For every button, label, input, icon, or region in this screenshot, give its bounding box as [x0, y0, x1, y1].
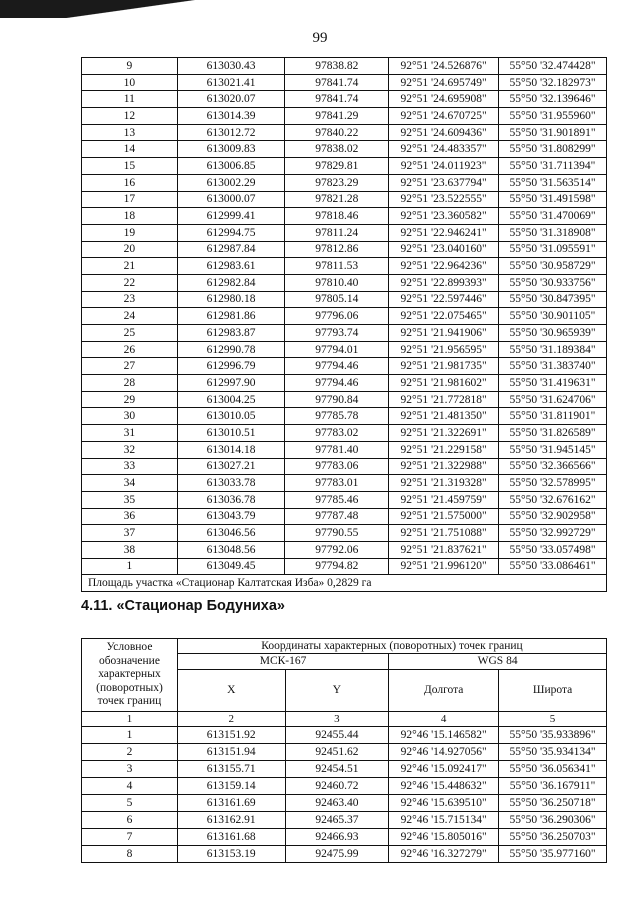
table-cell: 97838.02	[285, 141, 389, 158]
table-cell: 92°51 '23.360582"	[389, 208, 499, 225]
table-cell: 612981.86	[177, 308, 285, 325]
table-cell: 612987.84	[177, 241, 285, 258]
table-cell: 13	[82, 124, 178, 141]
section-heading: 4.11. «Стационар Бодуниха»	[81, 598, 285, 614]
table-cell: 612996.79	[177, 358, 285, 375]
area-note: Площадь участка «Стационар Калтатская Изба» 0,2829 га	[82, 575, 607, 592]
table-cell: 97811.53	[285, 258, 389, 275]
table-cell: 55°50 '32.578995"	[499, 475, 607, 492]
table-cell: 55°50 '30.847395"	[499, 291, 607, 308]
table-row	[82, 74, 607, 91]
table-cell: 55°50 '31.624706"	[499, 391, 607, 408]
table-cell: 34	[82, 475, 178, 492]
table-row	[82, 341, 607, 358]
table-cell: 97821.28	[285, 191, 389, 208]
table-row	[82, 141, 607, 158]
table-cell: 613049.45	[177, 558, 285, 575]
table-cell: 55°50 '31.945145"	[499, 441, 607, 458]
table-cell: 55°50 '35.933896"	[499, 726, 607, 743]
table-cell: 92°46 '15.715134"	[389, 811, 499, 828]
table-cell: 11	[82, 91, 178, 108]
table-cell: 92°51 '21.772818"	[389, 391, 499, 408]
table-cell: 55°50 '32.992729"	[499, 525, 607, 542]
table-cell: 22	[82, 274, 178, 291]
table-cell: 55°50 '36.290306"	[499, 811, 607, 828]
table-cell: 55°50 '31.095591"	[499, 241, 607, 258]
table-cell: 97811.24	[285, 224, 389, 241]
table-cell: 92°46 '16.327279"	[389, 845, 499, 862]
table-cell: 613014.18	[177, 441, 285, 458]
table-cell: 612999.41	[177, 208, 285, 225]
table-cell: 612980.18	[177, 291, 285, 308]
table-cell: 613020.07	[177, 91, 285, 108]
table-cell: 613004.25	[177, 391, 285, 408]
table-cell: 613021.41	[177, 74, 285, 91]
table-cell: 613009.83	[177, 141, 285, 158]
table-cell: 613006.85	[177, 158, 285, 175]
table-cell: 97823.29	[285, 174, 389, 191]
table-cell: 612990.78	[177, 341, 285, 358]
table-cell: 19	[82, 224, 178, 241]
coordinates-table-body	[82, 726, 607, 862]
table-cell: 97805.14	[285, 291, 389, 308]
table-row	[82, 208, 607, 225]
table-cell: 35	[82, 491, 178, 508]
table-row	[82, 58, 607, 75]
table-cell: 97781.40	[285, 441, 389, 458]
index-cell: 1	[82, 711, 178, 726]
table-cell: 612994.75	[177, 224, 285, 241]
table-cell: 55°50 '36.250703"	[499, 828, 607, 845]
table-row	[82, 458, 607, 475]
table-cell: 92°46 '15.092417"	[389, 760, 499, 777]
table-cell: 55°50 '35.934134"	[499, 743, 607, 760]
table-cell: 55°50 '33.057498"	[499, 541, 607, 558]
longitude-column-header: Долгота	[389, 669, 499, 711]
table-cell: 97812.86	[285, 241, 389, 258]
point-label-header: Условное обозначение характерных (поворотных) точек границ	[82, 639, 178, 712]
table-cell: 55°50 '32.139646"	[499, 91, 607, 108]
table-cell: 55°50 '32.182973"	[499, 74, 607, 91]
table-cell: 55°50 '31.318908"	[499, 224, 607, 241]
table-cell: 613027.21	[177, 458, 285, 475]
table-cell: 613000.07	[177, 191, 285, 208]
table-row	[82, 241, 607, 258]
table-cell: 97787.48	[285, 508, 389, 525]
table-cell: 25	[82, 325, 178, 342]
table-cell: 97783.06	[285, 458, 389, 475]
table-cell: 613002.29	[177, 174, 285, 191]
table-cell: 92°51 '24.483357"	[389, 141, 499, 158]
table-cell: 92°51 '21.322988"	[389, 458, 499, 475]
table-cell: 32	[82, 441, 178, 458]
table-cell: 55°50 '31.711394"	[499, 158, 607, 175]
table-cell: 27	[82, 358, 178, 375]
table-cell: 92°51 '23.522555"	[389, 191, 499, 208]
table-row	[82, 358, 607, 375]
table-cell: 55°50 '35.977160"	[499, 845, 607, 862]
table-cell: 97785.78	[285, 408, 389, 425]
table-cell: 613010.51	[177, 425, 285, 442]
table-cell: 33	[82, 458, 178, 475]
table-cell: 55°50 '31.808299"	[499, 141, 607, 158]
table-cell: 612983.61	[177, 258, 285, 275]
table-cell: 55°50 '33.086461"	[499, 558, 607, 575]
table-row	[82, 308, 607, 325]
table-cell: 613030.43	[177, 58, 285, 75]
index-cell: 3	[285, 711, 389, 726]
index-cell: 4	[389, 711, 499, 726]
table-cell: 92°51 '21.956595"	[389, 341, 499, 358]
coordinates-group-header: Координаты характерных (поворотных) точек границ	[177, 639, 606, 654]
index-cell: 2	[177, 711, 285, 726]
table-cell: 613010.05	[177, 408, 285, 425]
scan-corner-mark	[0, 0, 300, 18]
table-cell: 3	[82, 760, 178, 777]
table-cell: 8	[82, 845, 178, 862]
table-cell: 55°50 '36.056341"	[499, 760, 607, 777]
table-cell: 55°50 '36.167911"	[499, 777, 607, 794]
table-cell: 97785.46	[285, 491, 389, 508]
table-cell: 92°51 '22.946241"	[389, 224, 499, 241]
table-cell: 29	[82, 391, 178, 408]
table-cell: 55°50 '32.366566"	[499, 458, 607, 475]
table-row	[82, 558, 607, 575]
table-cell: 38	[82, 541, 178, 558]
table-cell: 92°46 '15.448632"	[389, 777, 499, 794]
table-row	[82, 258, 607, 275]
table-cell: 23	[82, 291, 178, 308]
table-cell: 55°50 '31.189384"	[499, 341, 607, 358]
table-cell: 613048.56	[177, 541, 285, 558]
table-cell: 92°51 '21.319328"	[389, 475, 499, 492]
table-row	[82, 777, 607, 794]
table-cell: 55°50 '31.955960"	[499, 108, 607, 125]
table-row	[82, 124, 607, 141]
table-row	[82, 158, 607, 175]
table-cell: 613043.79	[177, 508, 285, 525]
table-cell: 97841.29	[285, 108, 389, 125]
table-cell: 7	[82, 828, 178, 845]
table-cell: 92°51 '24.695749"	[389, 74, 499, 91]
table-cell: 1	[82, 558, 178, 575]
coordinates-table-boduniha	[81, 638, 607, 863]
table-cell: 92°51 '21.996120"	[389, 558, 499, 575]
page-number: 99	[312, 30, 328, 46]
table-cell: 92475.99	[285, 845, 389, 862]
table-row	[82, 375, 607, 392]
table-row	[82, 224, 607, 241]
table-cell: 55°50 '31.811901"	[499, 408, 607, 425]
table-row	[82, 743, 607, 760]
table-cell: 97794.01	[285, 341, 389, 358]
table-cell: 92°51 '22.964236"	[389, 258, 499, 275]
table-cell: 55°50 '32.676162"	[499, 491, 607, 508]
table-cell: 92466.93	[285, 828, 389, 845]
table-row	[82, 845, 607, 862]
table-cell: 613036.78	[177, 491, 285, 508]
latitude-column-header: Широта	[499, 669, 607, 711]
table-row	[82, 811, 607, 828]
table-cell: 613153.19	[177, 845, 285, 862]
x-column-header: X	[177, 669, 285, 711]
table-cell: 21	[82, 258, 178, 275]
table-cell: 14	[82, 141, 178, 158]
table-cell: 92°51 '24.670725"	[389, 108, 499, 125]
table-cell: 55°50 '31.419631"	[499, 375, 607, 392]
table-cell: 613159.14	[177, 777, 285, 794]
table-cell: 613046.56	[177, 525, 285, 542]
table-cell: 92°51 '21.751088"	[389, 525, 499, 542]
table-cell: 20	[82, 241, 178, 258]
table-cell: 37	[82, 525, 178, 542]
table-cell: 55°50 '30.901105"	[499, 308, 607, 325]
table-cell: 613033.78	[177, 475, 285, 492]
table-cell: 92°51 '22.075465"	[389, 308, 499, 325]
table-cell: 97810.40	[285, 274, 389, 291]
table-cell: 92°51 '21.575000"	[389, 508, 499, 525]
table-row	[82, 174, 607, 191]
table-cell: 55°50 '31.491598"	[499, 191, 607, 208]
table-row	[82, 408, 607, 425]
table-cell: 613161.69	[177, 794, 285, 811]
table-cell: 97794.46	[285, 358, 389, 375]
table-cell: 92°51 '22.597446"	[389, 291, 499, 308]
table-row	[82, 760, 607, 777]
table-cell: 92460.72	[285, 777, 389, 794]
table-cell: 97793.74	[285, 325, 389, 342]
table-row	[82, 491, 607, 508]
table-cell: 92°51 '21.981602"	[389, 375, 499, 392]
table-cell: 97790.84	[285, 391, 389, 408]
table-cell: 97792.06	[285, 541, 389, 558]
table-cell: 55°50 '31.563514"	[499, 174, 607, 191]
table-cell: 15	[82, 158, 178, 175]
table-cell: 5	[82, 794, 178, 811]
table-cell: 6	[82, 811, 178, 828]
table-cell: 10	[82, 74, 178, 91]
table-cell: 92°51 '21.941906"	[389, 325, 499, 342]
table-cell: 55°50 '36.250718"	[499, 794, 607, 811]
table-cell: 92°46 '15.805016"	[389, 828, 499, 845]
table-cell: 55°50 '31.383740"	[499, 358, 607, 375]
table-cell: 97841.74	[285, 91, 389, 108]
table-cell: 55°50 '30.958729"	[499, 258, 607, 275]
table-row	[82, 441, 607, 458]
wgs-header: WGS 84	[389, 654, 607, 669]
table-row	[82, 525, 607, 542]
table-cell: 97783.02	[285, 425, 389, 442]
table-cell: 92°51 '21.229158"	[389, 441, 499, 458]
table-cell: 613014.39	[177, 108, 285, 125]
table-cell: 92°51 '22.899393"	[389, 274, 499, 291]
table-cell: 92°51 '21.459759"	[389, 491, 499, 508]
table-cell: 97794.46	[285, 375, 389, 392]
table-cell: 92463.40	[285, 794, 389, 811]
table-row	[82, 828, 607, 845]
coordinates-table-kaltatskaya	[81, 57, 607, 592]
table-cell: 613161.68	[177, 828, 285, 845]
table-cell: 92°51 '21.981735"	[389, 358, 499, 375]
table-cell: 92°51 '24.011923"	[389, 158, 499, 175]
table-cell: 97790.55	[285, 525, 389, 542]
table-cell: 92°51 '21.481350"	[389, 408, 499, 425]
table-cell: 36	[82, 508, 178, 525]
table-row	[82, 191, 607, 208]
table-row	[82, 108, 607, 125]
table-cell: 97838.82	[285, 58, 389, 75]
table-cell: 97840.22	[285, 124, 389, 141]
table-cell: 55°50 '32.902958"	[499, 508, 607, 525]
table-row	[82, 541, 607, 558]
table-cell: 24	[82, 308, 178, 325]
table-cell: 28	[82, 375, 178, 392]
table-cell: 92°51 '23.637794"	[389, 174, 499, 191]
table-cell: 612997.90	[177, 375, 285, 392]
table-cell: 613151.94	[177, 743, 285, 760]
table-cell: 613151.92	[177, 726, 285, 743]
table-cell: 26	[82, 341, 178, 358]
table-cell: 92°46 '15.146582"	[389, 726, 499, 743]
table-row	[82, 508, 607, 525]
table-cell: 55°50 '32.474428"	[499, 58, 607, 75]
table-cell: 9	[82, 58, 178, 75]
table-row	[82, 794, 607, 811]
table-cell: 55°50 '30.965939"	[499, 325, 607, 342]
table-row	[82, 274, 607, 291]
table-cell: 92454.51	[285, 760, 389, 777]
table-cell: 613155.71	[177, 760, 285, 777]
table-row	[82, 325, 607, 342]
table-cell: 97794.82	[285, 558, 389, 575]
table-cell: 30	[82, 408, 178, 425]
table-cell: 612982.84	[177, 274, 285, 291]
index-cell: 5	[499, 711, 607, 726]
table-cell: 4	[82, 777, 178, 794]
table-cell: 97783.01	[285, 475, 389, 492]
table-cell: 97829.81	[285, 158, 389, 175]
table-cell: 1	[82, 726, 178, 743]
table-cell: 97818.46	[285, 208, 389, 225]
table-cell: 2	[82, 743, 178, 760]
table-cell: 12	[82, 108, 178, 125]
table-cell: 92°51 '23.040160"	[389, 241, 499, 258]
table-cell: 92451.62	[285, 743, 389, 760]
y-column-header: Y	[285, 669, 389, 711]
table-cell: 17	[82, 191, 178, 208]
table-row	[82, 391, 607, 408]
table-cell: 31	[82, 425, 178, 442]
table-row	[82, 475, 607, 492]
table-cell: 92°46 '14.927056"	[389, 743, 499, 760]
table-cell: 92455.44	[285, 726, 389, 743]
table-cell: 92465.37	[285, 811, 389, 828]
table-cell: 16	[82, 174, 178, 191]
table-cell: 92°51 '24.609436"	[389, 124, 499, 141]
table-cell: 97796.06	[285, 308, 389, 325]
table-cell: 97841.74	[285, 74, 389, 91]
table-cell: 55°50 '30.933756"	[499, 274, 607, 291]
table-row	[82, 726, 607, 743]
table-cell: 92°51 '21.322691"	[389, 425, 499, 442]
table-cell: 92°51 '24.526876"	[389, 58, 499, 75]
table-cell: 612983.87	[177, 325, 285, 342]
table-cell: 613012.72	[177, 124, 285, 141]
table-cell: 18	[82, 208, 178, 225]
table-cell: 92°51 '21.837621"	[389, 541, 499, 558]
table-cell: 55°50 '31.901891"	[499, 124, 607, 141]
table-cell: 92°46 '15.639510"	[389, 794, 499, 811]
table-cell: 613162.91	[177, 811, 285, 828]
table-row	[82, 425, 607, 442]
table-cell: 55°50 '31.470069"	[499, 208, 607, 225]
table-cell: 92°51 '24.695908"	[389, 91, 499, 108]
table-row	[82, 91, 607, 108]
table-row	[82, 291, 607, 308]
msk-header: МСК-167	[177, 654, 388, 669]
coordinates-table-body	[82, 58, 607, 575]
table-cell: 55°50 '31.826589"	[499, 425, 607, 442]
